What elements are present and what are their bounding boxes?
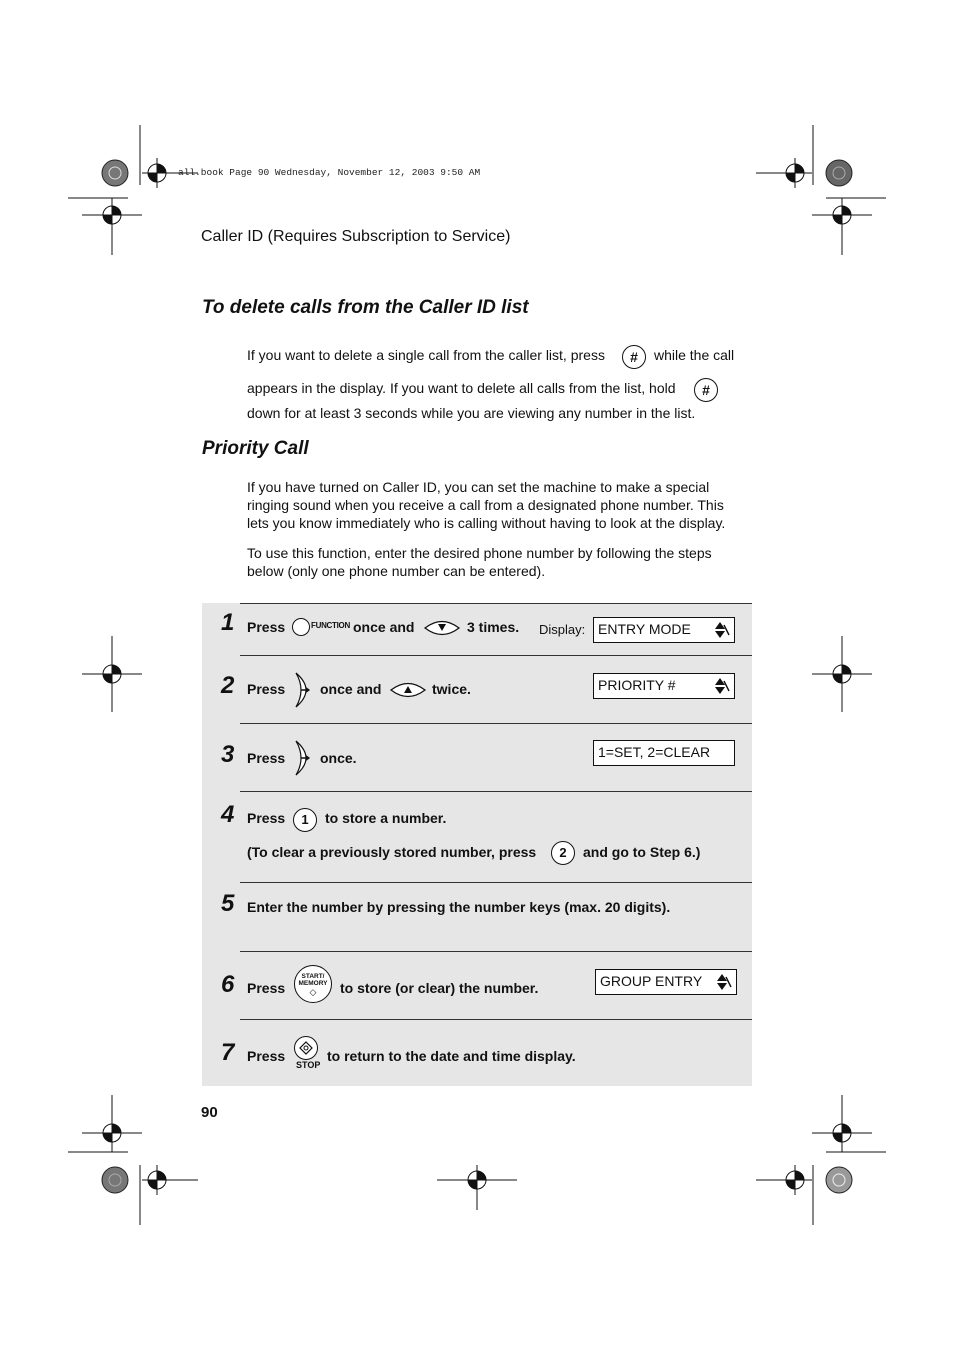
step-text: Press <box>247 619 286 635</box>
function-key-icon <box>292 618 310 636</box>
lcd-display: 1=SET, 2=CLEAR <box>593 740 735 766</box>
stop-symbol-icon <box>295 1037 317 1059</box>
step-text: to store a number. <box>325 810 447 826</box>
lcd-display: ENTRY MODE <box>593 617 735 643</box>
page-number: 90 <box>201 1104 218 1121</box>
start-memory-key-icon <box>294 965 332 1003</box>
step-text: twice. <box>432 681 471 697</box>
step-text: Press <box>247 980 286 996</box>
priority-intro-paragraph: If you have turned on Caller ID, you can set the machine to make a special ringing sound when you receive a call from a designated phone number. This lets you know immediately who is calling without having to look at the display. <box>247 479 726 531</box>
right-arrow-key-icon <box>292 739 314 777</box>
step-text: 3 times. <box>467 619 520 635</box>
delete-line-1b: while the call <box>654 347 735 363</box>
step-divider <box>240 882 752 883</box>
step-divider <box>240 1019 752 1020</box>
step-text: Press <box>247 1048 286 1064</box>
step-text: to store (or clear) the number. <box>340 980 539 996</box>
scroll-arrows-icon <box>713 973 733 991</box>
memory-key-label: MEMORY <box>298 980 328 987</box>
file-header-meta: all.book Page 90 Wednesday, November 12, 2003 9:50 AM <box>178 167 481 178</box>
step-divider <box>240 655 752 656</box>
start-key-label: START/ <box>301 973 325 980</box>
scroll-arrows-icon <box>711 621 731 639</box>
delete-line-2: appears in the display. If you want to delete all calls from the list, hold <box>247 380 676 396</box>
stop-key-icon <box>294 1036 318 1060</box>
delete-line-1a: If you want to delete a single call from the caller list, press <box>247 347 605 363</box>
step-text: Enter the number by pressing the number keys (max. 20 digits). <box>247 899 671 915</box>
delete-line-3: down for at least 3 seconds while you are viewing any number in the list. <box>247 405 696 421</box>
step-text: once. <box>320 750 357 766</box>
number-key-1-icon: 1 <box>293 808 317 832</box>
lcd-display: PRIORITY # <box>593 673 735 699</box>
chapter-title: Caller ID (Requires Subscription to Service) <box>201 228 511 245</box>
start-symbol-icon: ◇ <box>309 987 317 997</box>
priority-call-heading: Priority Call <box>202 438 309 459</box>
step-divider <box>240 603 752 604</box>
step-divider <box>240 951 752 952</box>
scroll-arrows-icon <box>711 677 731 695</box>
step-text: and go to Step 6.) <box>583 844 701 860</box>
up-down-arrow-key-icon <box>423 617 461 639</box>
step-text: once and <box>353 619 415 635</box>
function-key-label: FUNCTION <box>311 621 350 630</box>
step-number: 3 <box>221 741 235 768</box>
step-number: 2 <box>221 672 235 699</box>
priority-steps-paragraph: To use this function, enter the desired phone number by following the steps below (only one phone number can be entered). <box>247 545 712 579</box>
step-text: Press <box>247 681 286 697</box>
hash-key-icon: # <box>622 345 646 369</box>
hash-key-icon: # <box>694 378 718 402</box>
step-text: to return to the date and time display. <box>327 1048 576 1064</box>
up-down-arrow-key-icon <box>389 679 427 701</box>
step-number: 6 <box>221 971 235 998</box>
step-text: Press <box>247 810 286 826</box>
delete-calls-heading: To delete calls from the Caller ID list <box>202 297 529 318</box>
display-label: Display: <box>539 622 586 637</box>
lcd-display: GROUP ENTRY <box>595 969 737 995</box>
number-key-2-icon: 2 <box>551 841 575 865</box>
step-number: 4 <box>221 801 235 828</box>
step-number: 1 <box>221 609 235 636</box>
step-number: 7 <box>221 1039 235 1066</box>
stop-key-label: STOP <box>296 1060 321 1070</box>
step-text: Press <box>247 750 286 766</box>
step-divider <box>240 791 752 792</box>
step-number: 5 <box>221 890 235 917</box>
step-text: (To clear a previously stored number, press <box>247 844 537 860</box>
step-text: once and <box>320 681 382 697</box>
right-arrow-key-icon <box>292 671 314 709</box>
step-divider <box>240 723 752 724</box>
